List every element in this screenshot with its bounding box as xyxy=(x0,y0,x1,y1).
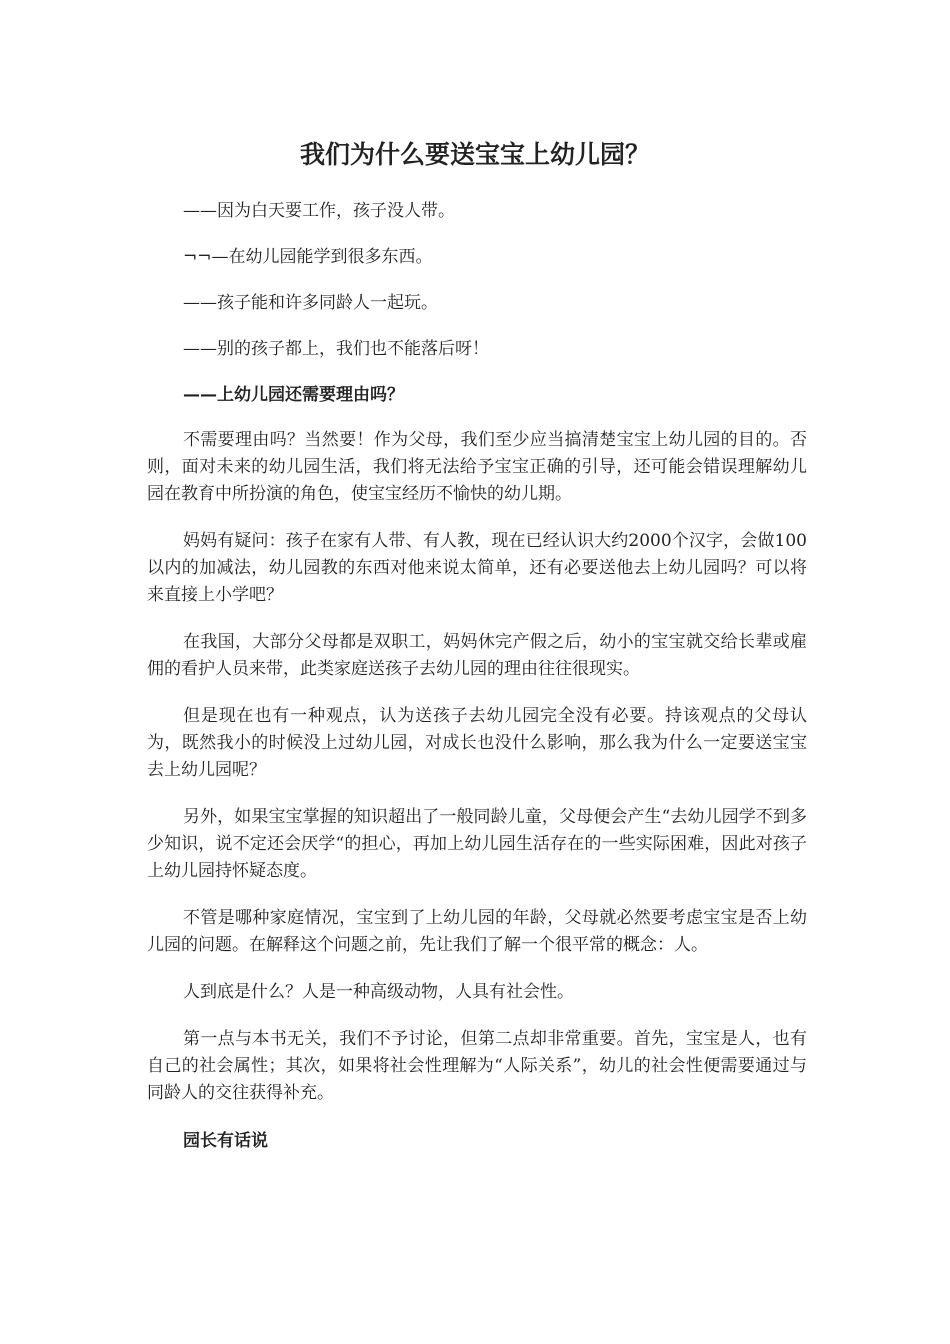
page-title: 我们为什么要送宝宝上幼儿园？ xyxy=(299,140,650,169)
body-paragraph: 不需要理由吗？当然要！作为父母，我们至少应当搞清楚宝宝上幼儿园的目的。否则，面对未来的幼儿园生活，我们将无法给予宝宝正确的引导，还可能会错误理解幼儿园在教育中所扮演的角色，使宝宝经历不愉快的幼儿期。 xyxy=(147,430,807,504)
body-paragraph: 人到底是什么？人是一种高级动物，人具有社会性。 xyxy=(183,982,574,1002)
body-paragraph: 不管是哪种家庭情况，宝宝到了上幼儿园的年龄，父母就必然要考虑宝宝是否上幼儿园的问题。在解释这个问题之前，先让我们了解一个很平常的概念：人。 xyxy=(147,908,807,955)
section-heading: 园长有话说 xyxy=(183,1131,268,1151)
intro-line: ¬¬—在幼儿园能学到很多东西。 xyxy=(183,247,433,267)
intro-line: ——孩子能和许多同龄人一起玩。 xyxy=(183,293,438,313)
body-paragraph: 在我国，大部分父母都是双职工，妈妈休完产假之后，幼小的宝宝就交给长辈或雇佣的看护人员来带，此类家庭送孩子去幼儿园的理由往往很现实。 xyxy=(147,632,807,679)
body-paragraph: 妈妈有疑问：孩子在家有人带、有人教，现在已经认识大约2000个汉字，会做100以内的加减法，幼儿园教的东西对他来说太简单，还有必要送他去上幼儿园吗？可以将来直接上小学吧？ xyxy=(147,531,807,605)
document-body xyxy=(147,197,807,1155)
intro-line: ——别的孩子都上，我们也不能落后呀！ xyxy=(183,339,489,359)
intro-line: ——因为白天要工作，孩子没人带。 xyxy=(183,201,455,221)
body-paragraph: 但是现在也有一种观点，认为送孩子去幼儿园完全没有必要。持该观点的父母认为，既然我小的时候没上过幼儿园，对成长也没什么影响，那么我为什么一定要送宝宝去上幼儿园呢？ xyxy=(147,706,807,780)
body-paragraph: 另外，如果宝宝掌握的知识超出了一般同龄儿童，父母便会产生“去幼儿园学不到多少知识，说不定还会厌学“的担心，再加上幼儿园生活存在的一些实际困难，因此对孩子上幼儿园持怀疑态度。 xyxy=(147,807,807,881)
intro-question: ——上幼儿园还需要理由吗？ xyxy=(183,385,404,405)
body-paragraph: 第一点与本书无关，我们不予讨论，但第二点却非常重要。首先，宝宝是人，也有自己的社会属性；其次，如果将社会性理解为“人际关系”，幼儿的社会性便需要通过与同龄人的交往获得补充。 xyxy=(147,1029,807,1103)
